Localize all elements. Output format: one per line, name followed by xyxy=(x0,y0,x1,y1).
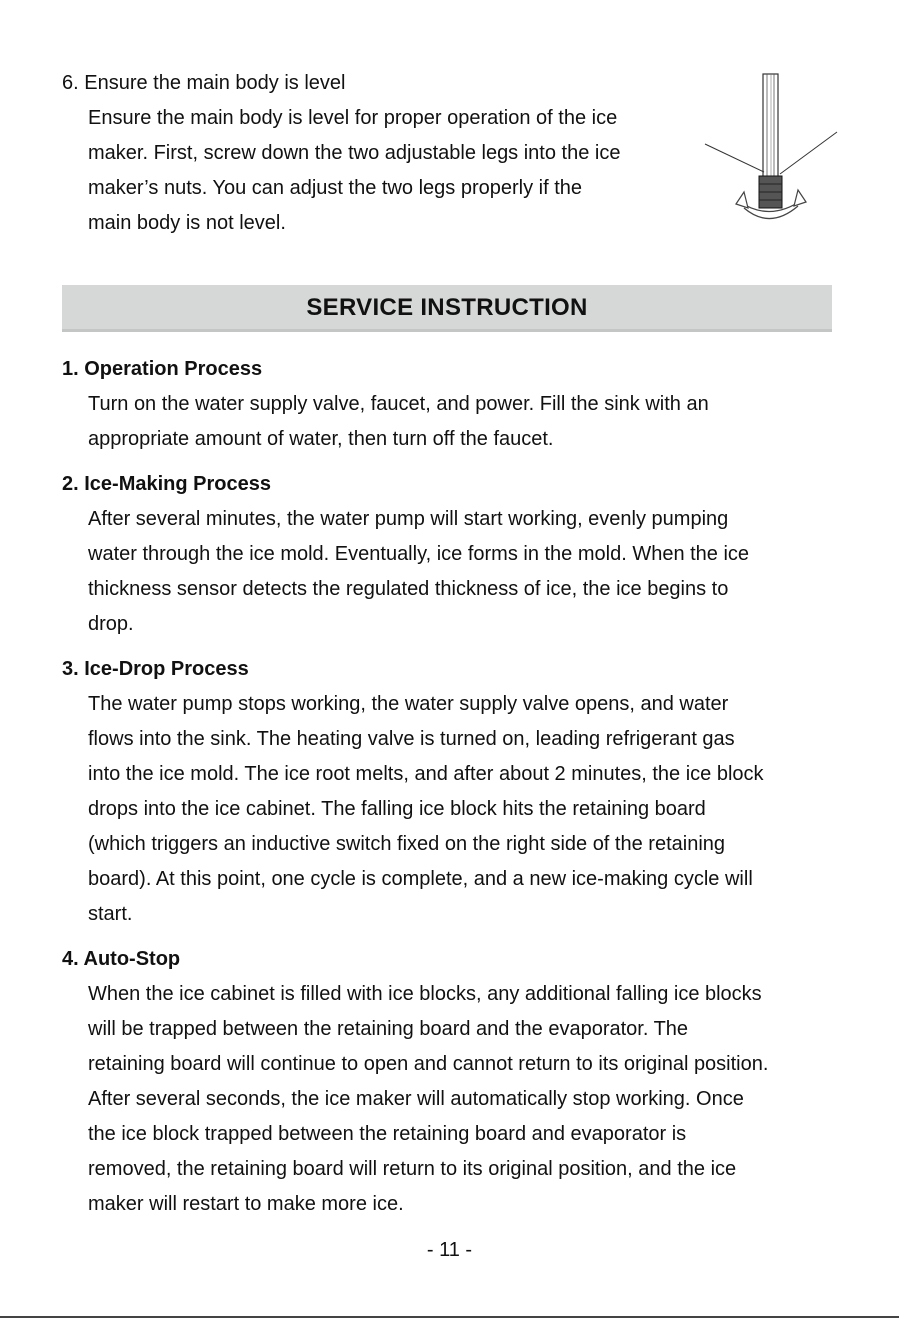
section-title: 3. Ice-Drop Process xyxy=(62,658,249,680)
body-line: will be trapped between the retaining board and the evaporator. The xyxy=(88,1018,689,1040)
leveling-line: main body is not level. xyxy=(88,212,286,234)
body-line: The water pump stops working, the water supply valve opens, and water xyxy=(88,693,729,715)
body-line: drops into the ice cabinet. The falling ice block hits the retaining board xyxy=(88,798,706,820)
body-line: When the ice cabinet is filled with ice blocks, any additional falling ice blocks xyxy=(88,983,762,1005)
leveling-section xyxy=(62,66,692,241)
body-line: After several minutes, the water pump will start working, evenly pumping xyxy=(88,508,729,530)
section-banner: SERVICE INSTRUCTION xyxy=(62,285,832,332)
body-line: board). At this point, one cycle is complete, and a new ice-making cycle will xyxy=(88,868,753,890)
bottom-divider xyxy=(0,1316,899,1318)
leveling-line: maker’s nuts. You can adjust the two legs properly if the xyxy=(88,177,582,199)
body-line: start. xyxy=(88,903,133,925)
section-title: 4. Auto-Stop xyxy=(62,948,181,970)
adjustable-leg-icon xyxy=(700,70,842,234)
body-line: thickness sensor detects the regulated thickness of ice, the ice begins to xyxy=(88,578,729,600)
ice-drop-process-section xyxy=(62,652,852,932)
section-title: 2. Ice-Making Process xyxy=(62,473,271,495)
operation-process-section xyxy=(62,352,852,457)
body-line: After several seconds, the ice maker will automatically stop working. Once xyxy=(88,1088,744,1110)
body-line: drop. xyxy=(88,613,134,635)
body-line: retaining board will continue to open and cannot return to its original position. xyxy=(88,1053,769,1075)
auto-stop-section xyxy=(62,942,852,1222)
body-line: maker will restart to make more ice. xyxy=(88,1193,404,1215)
body-line: removed, the retaining board will return to its original position, and the ice xyxy=(88,1158,737,1180)
service-instructions xyxy=(62,352,852,1232)
body-line: (which triggers an inductive switch fixed on the right side of the retaining xyxy=(88,833,726,855)
body-line: into the ice mold. The ice root melts, and after about 2 minutes, the ice block xyxy=(88,763,764,785)
leveling-heading: 6. Ensure the main body is level xyxy=(62,72,346,94)
leveling-line: maker. First, screw down the two adjustable legs into the ice xyxy=(88,142,621,164)
page-number: - 11 - xyxy=(426,1239,473,1261)
body-line: Turn on the water supply valve, faucet, and power. Fill the sink with an xyxy=(88,393,709,415)
ice-making-process-section xyxy=(62,467,852,642)
leveling-line: Ensure the main body is level for proper operation of the ice xyxy=(88,107,618,129)
body-line: appropriate amount of water, then turn off the faucet. xyxy=(88,428,554,450)
body-line: the ice block trapped between the retaining board and evaporator is xyxy=(88,1123,687,1145)
body-line: flows into the sink. The heating valve is turned on, leading refrigerant gas xyxy=(88,728,735,750)
section-title: 1. Operation Process xyxy=(62,358,263,380)
body-line: water through the ice mold. Eventually, ice forms in the mold. When the ice xyxy=(88,543,750,565)
